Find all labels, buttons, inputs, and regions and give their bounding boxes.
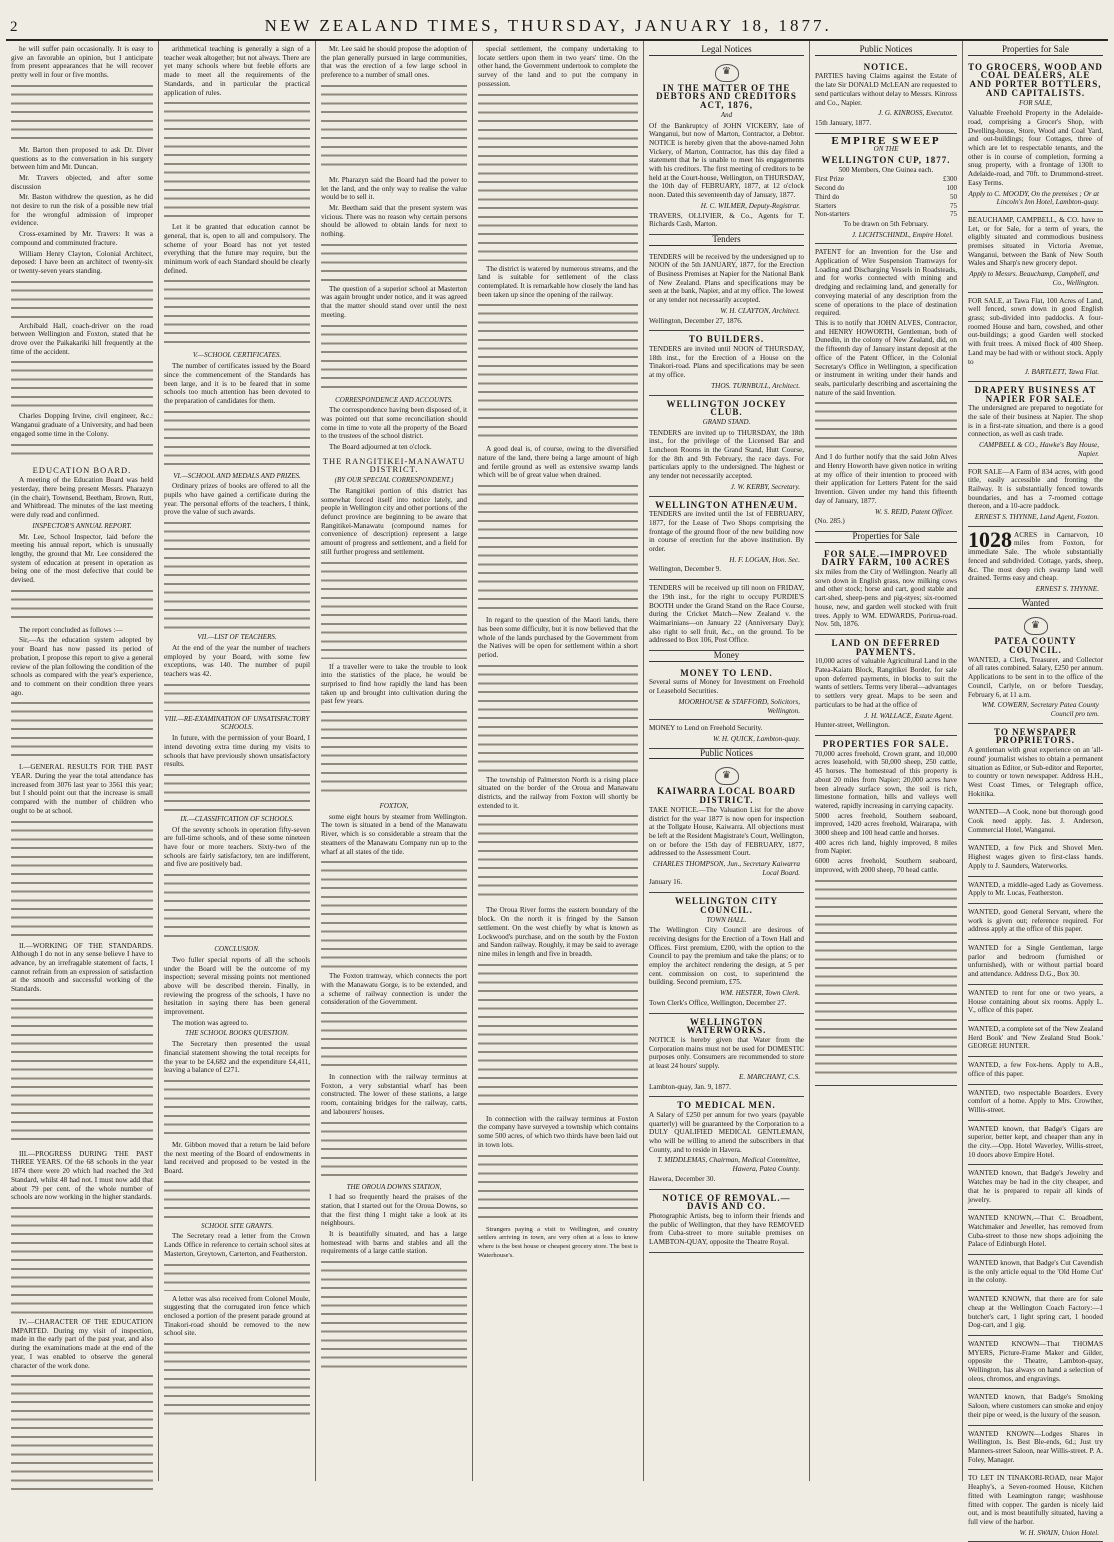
wanted-ad [968, 1389, 1103, 1425]
notice-body: TENDERS are invited until the 1st of FEBRUARY, 1877, for the Lease of Two Shops comprising the frontage of the ground floor of the new building now in course of erection for the above institution. By order. [649, 510, 804, 554]
wanted-ad [968, 1210, 1103, 1255]
paragraph: I.—GENERAL RESULTS FOR THE PAST YEAR. During the year the total attendance has increased from 3076 last year to 3561 this year; but I should point out that the increase is small compared with the number of children who ought to be at school. [11, 763, 153, 815]
ad-body: WANTED, two respectable Boarders. Every comfort of a home. Apply to Mrs. Crowther, Willis-street. [968, 1088, 1103, 1114]
paragraph: The Secretary read a letter from the Crown Lands Office in reference to certain school sites at Masterton, Greytown, Carterton, and Featherston. [164, 1232, 310, 1258]
paragraph: In connection with the railway terminus at Foxton, a very substantial wharf has been constructed. The lower of these stations, a large room, containing bridges for the railway, carts, and labourers' houses. [321, 1073, 467, 1116]
text-block [164, 871, 310, 941]
notice-signature: T. MIDDLEMAS, Chairman, Medical Committee, Hawera, Patea County. [657, 1156, 800, 1174]
public-notice [815, 59, 957, 134]
ad-signature: J. BARTLETT, Tawa Flat. [1024, 368, 1099, 377]
wanted-ad [968, 612, 1103, 723]
paragraph: special settlement, the company undertaking to locate settlers upon them in two years' time. On the other hand, the Government undertook to complete the survey of the land and to put the company in possession. [478, 45, 638, 88]
column-5 [644, 41, 810, 1481]
subheading: CONCLUSION. [214, 945, 260, 954]
text-block [478, 662, 638, 772]
section-title-wanted: Wanted [968, 599, 1103, 610]
notice-date: Hawera, December 30. [649, 1174, 716, 1183]
text-block [164, 277, 310, 347]
notice-heading: WELLINGTON CITY COUNCIL. [674, 896, 779, 915]
ad-body: WANTED known, that Badge's Jewelry and Watches may be had in the city cheaper, and that he is prepared to repair all kinds of jewelry. [968, 1169, 1103, 1204]
ad-body: TO LET IN TINAKORI-ROAD, near Major Heaphy's, a Seven-roomed House, Kitchen fitted with Leamington range; washhouse fitted with copper. The garden is nicely laid out, and is most beautifully situated, having a full view of the harbor. [968, 1474, 1103, 1526]
ad-body: 5000 acres freehold, Southern seaboard, improved, 1420 acres freehold, Wairarapa, with 3000 sheep and 100 head cattle and horses. [815, 811, 957, 838]
sweep-notice [815, 134, 957, 245]
paragraph: If a traveller were to take the trouble to look into the statistics of the place, he would be surprised to find how rapidly the land has been taken up and brought into cultivation during the past few years. [321, 662, 467, 706]
subheading: THE SCHOOL BOOKS QUESTION. [185, 1029, 289, 1038]
notice-body: To be drawn on 5th February. [843, 219, 929, 228]
paragraph: Charles Dopping Irvine, civil engineer, &c.: Wanganui graduate of a University, and had been engaged some time in the Colony. [11, 412, 153, 438]
ad-body: The undersigned are prepared to negotiate for the sale of their business at Napier. The shop is in a first-rate situation, and there is a good connection, as well as cash trade. [968, 404, 1103, 439]
paragraph: William Henry Clayton, Colonial Architect, deposed: I have been an architect of twenty-six or twenty-seven years standing. [11, 249, 153, 275]
ad-signature: W. H. SWAIN, Union Hotel. [1019, 1528, 1099, 1537]
section-title-tenders: Tenders [649, 235, 804, 246]
paragraph: Archibald Hall, coach-driver on the road between Wellington and Foxton, stated that he drove over the Paikakariki hill frequently at the time of the accident. [11, 321, 153, 356]
subheading: VI.—SCHOOL AND MEDALS AND PRIZES. [173, 471, 301, 480]
ad-heading: DRAPERY BUSINESS AT NAPIER FOR SALE. [974, 384, 1097, 404]
paragraph: arithmetical teaching is generally a sign of a teacher weak altogether; but not always. There are yet many schools where but feeble efforts are made to meet all the requirements of the Standards, and in particular the practical application of rules. [164, 45, 310, 97]
wanted-ad [968, 1291, 1103, 1336]
notice-date: Lambton-quay, Jan. 9, 1877. [649, 1082, 731, 1091]
paragraph: In future, with the permission of your Board, I intend devoting extra time during my visits to schools that have previously shown unsatisfactory results. [164, 734, 310, 769]
notice-agent: TRAVERS, OLLIVIER, & Co., Agents for T. Richards Cash, Marton. [649, 211, 804, 229]
property-ad [968, 527, 1103, 599]
property-ad [968, 293, 1103, 382]
notice-signature: W. S. REID, Patent Officer. [875, 507, 953, 516]
paragraph: The correspondence having been disposed of, it was pointed out that some reconciliation should come in time to vote all the property of the Board to the trustees of the school district. [321, 406, 467, 441]
ad-body: 70,000 acres freehold, Crown grant, and 10,000 acres leasehold, with 50,000 sheep, 250 cattle, 45 horses. The homestead of this property is about 20 miles from Napier; 20,000 acres have been already surface sown, the soil is rich, limestone formation, hills and valleys well watered, rapidly increasing in carrying capacity. [815, 749, 957, 810]
text-block [478, 91, 638, 261]
notice-heading: WELLINGTON ATHENÆUM. [655, 499, 798, 510]
property-ad [968, 212, 1103, 293]
ad-signature: ERNEST S. THYNNE. [1035, 584, 1099, 593]
subheading: FOXTON, [379, 802, 409, 811]
notice-body: PARTIES having Claims against the Estate of the late Sir DONALD McLEAN are requested to send particulars without delay to Messrs. Kinross and Co., Napier. [815, 72, 957, 107]
ad-heading: LAND ON DEFERRED PAYMENTS. [831, 637, 941, 657]
ad-body: WANTED known, that Badge's Cut Cavendish is the only article equal to the 'Old Home Cut' in the colony. [968, 1259, 1103, 1285]
text-block [164, 99, 310, 219]
notice-date: January 16. [649, 878, 683, 887]
paragraph: Mr. Travers objected, and after some discussion [11, 173, 153, 191]
notice-heading: IN THE MATTER OF THE DEBTORS AND CREDITORS ACT, 1876, [656, 82, 797, 111]
text-block [11, 1204, 153, 1314]
ad-body: FOR SALE, at Tawa Flat, 100 Acres of Land, well fenced, sown down in good English grass; sub-divided into paddocks. A four-roomed House and barn, cowshed, and other out-buildings; a good Garden well stocked with fruit trees. A mixed flock of 400 Sheep. Land may be had with or without stock. Apply to [968, 296, 1103, 366]
wanted-ad [968, 1021, 1103, 1057]
ad-body: WANTED, a few Fox-hens. Apply to A.B., office of this paper. [968, 1061, 1103, 1078]
text-block [321, 858, 467, 968]
subheading: V.—SCHOOL CERTIFICATES. [192, 351, 282, 360]
notice-ref: (No. 285.) [815, 517, 845, 526]
column-3 [316, 41, 473, 1481]
text-block [164, 519, 310, 629]
notice-body: Several sums of Money for Investment on Freehold or Leasehold Securities. [649, 678, 804, 696]
text-block [164, 1261, 310, 1291]
subheading: VII.—LIST OF TEACHERS. [197, 633, 277, 642]
text-block [164, 1178, 310, 1218]
tender-notice [649, 580, 804, 651]
wanted-ad [968, 1121, 1103, 1166]
ad-heading: TO GROCERS, WOOD AND COAL DEALERS, ALE AND PORTER BOTTLERS, AND CAPITALISTS. [968, 61, 1103, 98]
notice-body: And I do further notify that the said John Alves and Henry Howorth have given notice in writing at my office of their intention to proceed with their application for Letters Patent for the said Invention. Given under my hand this fifteenth day of January, 1877. [815, 453, 957, 505]
ad-signature: Apply to C. MOODY, On the premises ; Or at Lincoln's Inn Hotel, Lambton-quay. [968, 189, 1099, 207]
prize-amount: 50 [950, 192, 957, 201]
prize-amount: 75 [950, 201, 957, 210]
page-number: 2 [10, 19, 19, 35]
wanted-ad [968, 904, 1103, 940]
ad-body: WANTED KNOWN, that there are for sale cheap at the Wellington Coach Factory:—1 butcher's cart, 1 light spring cart, 1 hooded Dog-cart, and 1 gig. [968, 1295, 1103, 1330]
prize-label: Third do [815, 192, 840, 201]
ad-heading: FOR SALE.—IMPROVED DAIRY FARM, 100 ACRES [821, 548, 951, 568]
notice-signature: MOORHOUSE & STAFFORD, Solicitors, Wellington. [678, 697, 800, 715]
notice-signature: W. H. CLAYTON, Architect. [720, 306, 800, 315]
ad-body: 6000 acres freehold, Southern seaboard, improved, with 2000 sheep, 70 head cattle. [815, 857, 957, 874]
tender-notice [649, 396, 804, 497]
paragraph: At the end of the year the number of teachers employed by your Board, with some few exceptions, was 140. The number of pupil teachers was 42. [164, 643, 310, 678]
notice-signature: CHARLES THOMPSON, Jun., Secretary Kaiwarra Local Board. [652, 860, 800, 877]
table-row [815, 175, 957, 184]
column-4 [473, 41, 644, 1481]
text-block [321, 322, 467, 392]
notice-body: TENDERS are invited up to THURSDAY, the 18th inst., for the privilege of the Licensed Bar and Luncheon Rooms in the Grand Stand, Hutt Course, for the 8th and 9th February, the race days. For particulars apply to the undersigned. The highest or any tender not necessarily accepted. [649, 428, 804, 481]
ad-body: A gentleman with great experience on an 'all-round' journalist wishes to obtain a permanent situation as Editor, or Sub-editor and Reporter, to country or town newspaper. Address H.H., West Coast Times, or Telegraph office, Hokitika. [968, 746, 1103, 798]
notice-body: This is to notify that JOHN ALVES, Contractor, and HENRY HOWORTH, Gentleman, both of Dunedin, in the colony of New Zealand, did, on the fifteenth day of January instant deposit at the office of the Patent Officer, in the Colonial Secretary's Office in Wellington, a specification or instrument in writing under their hands and seals, particularly describing and ascertaining the nature of the said Invention. [815, 318, 957, 397]
ad-body: WANTED for a Single Gentleman, large parlor and bedroom (furnished or unfurnished), with or without partial board and attendance. Address D.G., Box 30. [968, 944, 1103, 979]
column-2 [159, 41, 316, 1481]
notice-heading: WELLINGTON WATERWORKS. [686, 1016, 767, 1036]
tender-notice [649, 249, 804, 332]
text-block [11, 699, 153, 759]
paragraph: The report concluded as follows :— [19, 625, 123, 634]
text-block [815, 877, 957, 1077]
ad-body: WANTED KNOWN—That THOMAS MYERS, Picture-Frame Maker and Gilder, opposite the Theatre, Lambton-quay, Wellington, has always on hand a selection of oleos, chromos, and engravings. [968, 1339, 1103, 1383]
prize-amount: £300 [943, 175, 957, 184]
wanted-ad [968, 1165, 1103, 1210]
notice-body: A Salary of £250 per annum for two years (payable quarterly) will be guaranteed by the Corporation to a DULY QUALIFIED MEDICAL GENTLEMAN, who will be willing to attend the subscribers in that County, and to reside in Havera. [649, 1110, 804, 1154]
notice-date: Wellington, December 9. [649, 565, 722, 574]
legal-notice [649, 59, 804, 235]
subheading: SCHOOL SITE GRANTS. [200, 1221, 274, 1230]
notice-body: MONEY to Lend on Freehold Security. [649, 724, 763, 733]
text-block [164, 1077, 310, 1137]
ad-body: WANTED, a Clerk, Treasurer, and Collector of all rates combined. Salary, £250 per annum. Applications to be sent in to the office of the Council, Carlyle, on or before Tuesday, February 6, at 11 a.m. [968, 655, 1103, 699]
section-title-money: Money [649, 651, 804, 662]
paragraph: Ordinary prizes of books are offered to all the pupils who have gained a certificate during the year. The personal efforts of the teachers, I think, prove the value of such awards. [164, 482, 310, 517]
paragraph: The district is watered by numerous streams, and the land is suitable for settlement of the class contemplated. It is remarkable how closely the land has been taken up since the opening of the railway. [478, 264, 638, 299]
column-6 [810, 41, 963, 1481]
property-ad [815, 736, 957, 1086]
ad-body: ACRES in Carnarvon, 10 miles from Foxton, for immediate Sale. The whole substantially fenced and subdivided. Cottage, yards, sheep, &c. The most deep rich swamp land well drained. Terms easy and cheap. [968, 530, 1103, 583]
text-block [478, 961, 638, 1111]
property-ad [968, 382, 1103, 464]
paragraph: The Board adjourned at ten o'clock. [329, 443, 432, 452]
subheading: IX.—CLASSIFICATION OF SCHOOLS. [180, 814, 294, 823]
notice-signature: H. F. LOGAN, Hon. Sec. [729, 555, 800, 564]
text-block [11, 278, 153, 318]
paragraph: Mr. Lee, School Inspector, laid before the meeting his annual report, which is unusually lengthy, the ground that Mr. Lee considered the system of education at present in operation as being one of the most defective that could be devised. [11, 532, 153, 585]
ad-signature: CAMPBELL & CO., Hawke's Bay House, Napier. [979, 441, 1099, 458]
prize-label: Second do [815, 184, 845, 193]
paragraph: In connection with the railway terminus at Foxton the company have surveyed a township which contains some 500 acres, of which two thirds have been laid out in town lots. [478, 1114, 638, 1149]
notice-signature: J. LICHTSCHINDL, Empire Hotel. [851, 230, 953, 239]
notice-sub: And [720, 110, 733, 119]
text-block [321, 1009, 467, 1069]
paragraph: Of the seventy schools in operation fifty-seven are full-time schools, and of these some nineteen have four or more teachers. Sixty-two of the schools are fairly satisfactory, ten are indifferent, and five are positively bad. [164, 825, 310, 869]
text-block [321, 559, 467, 659]
paragraph: Mr. Baston withdrew the question, as he did not desire to run the risk of a possible new trial for the wrongful admission of improper evidence. [11, 193, 153, 228]
ad-body: WANTED to rent for one or two years, a House containing about six rooms. Apply L. V., office of this paper. [968, 988, 1103, 1015]
paragraph: A letter was also received from Colonel Moule, suggesting that the corrugated iron fence which enclosed a portion of the present parade ground at Tinakori-road should be removed to the new school site. [164, 1294, 310, 1338]
paragraph: Two fuller special reports of all the schools under the Board will be the outcome of my inspection; several missing points not mentioned above will be described therein. Finally, in reviewing the progress of the schools, I have no hesitation in saying there has been general improvement. [164, 955, 310, 1017]
ad-signature: Apply to Messrs. Beauchamp, Campbell, and Co., Wellington. [969, 270, 1099, 287]
paragraph: The Rangitikei portion of this district has somewhat forced itself into notice lately, and people in Wellington city and other portions of the defunct province are beginning to be aware that Rangitikei-Manawatu (compound names for convenience of description) represent a large amount of progress and settlement, and a field for still further progress and settlement. [321, 486, 467, 556]
notice-body: TENDERS will be received by the undersigned up to NOON of the 5th JANUARY, 1877, for the Erection of Business Premises at Napier for the National Bank of New Zealand. Plans and specifications may be seen at the bank, Napier, and at my office. The lowest or any tender not necessarily accepted. [649, 252, 804, 305]
prize-amount: 100 [946, 184, 957, 193]
paragraph: The motion was agreed to. [172, 1018, 249, 1027]
table-row [815, 184, 957, 193]
paragraph: The Oroua River forms the eastern boundary of the block. On the north it is fringed by the Sanson settlement. On the west chiefly by what is known as Lockwood's purchase, and on the south by the Foxton and Sandon railway. Roughly, it may be said to average nine miles in length and five in breadth. [478, 906, 638, 958]
columns [6, 41, 1108, 1537]
notice-heading: TO MEDICAL MEN. [677, 1100, 776, 1111]
ad-body: WANTED known, that Badge's Cigars are superior, better kept, and cheaper than any in the city.—Opp. Hotel Waverley, Willis-street, 10 doors above Empire Hotel. [968, 1124, 1103, 1159]
prize-amount: 75 [950, 210, 957, 219]
notice-body: TAKE NOTICE.—The Valuation List for the above district for the year 1877 is now open for inspection at the Tollgate House, Kaiwarra. All objections must be left at the Resident Magistrate's Court, Wellington, on or before the 15th day of FEBRUARY, 1877, addressed to the Assessment Court. [649, 805, 804, 858]
paragraph: The question of a superior school at Masterton was again brought under notice, and it was agreed that the matter should stand over until the next meeting. [321, 284, 467, 319]
subheading: THE OROUA DOWNS STATION, [346, 1182, 442, 1191]
notice-body: PATENT for an Invention for the Use and Application of Wire Suspension Tramways for Loading and Discharging Vessels in Roadsteads, and for works connected with mining and dredging and reclaiming land, and generally for conveying material of any description from the scene of operations to the place of destination required. [815, 248, 957, 318]
notice-sub: TOWN HALL. [706, 915, 747, 924]
public-notice [649, 762, 804, 893]
text-block [164, 681, 310, 711]
ad-date: Hunter-street, Wellington. [815, 721, 890, 730]
ad-body: WANTED—A Cook, none but thorough good Cook need apply. Jas. J. Anderson, Commercial Hotel, Wanganui. [968, 808, 1103, 834]
paragraph: Mr. Beetham said that the present system was vicious. There was no reason why certain persons should be allowed to obtain lands for next to nothing. [321, 203, 467, 239]
masthead [6, 8, 1108, 41]
wanted-ad [968, 985, 1103, 1021]
public-notice [649, 1190, 804, 1253]
ad-body: WANTED, a few Pick and Shovel Men. Highest wages given to first-class hands. Apply to J. Saunders, Waterworks. [968, 844, 1103, 870]
wanted-ad [968, 1255, 1103, 1291]
text-block [164, 1340, 310, 1420]
text-block [11, 358, 153, 408]
royal-arms-icon: ♛ [1024, 617, 1048, 635]
notice-heading: KAIWARRA LOCAL BOARD DISTRICT. [656, 786, 797, 806]
prize-label: Starters [815, 201, 837, 210]
ad-heading: PROPERTIES FOR SALE. [822, 739, 950, 749]
ad-heading: PATEA COUNTY COUNCIL. [994, 636, 1077, 656]
money-notice [649, 720, 804, 748]
patent-notice [815, 244, 957, 532]
ad-heading: TO NEWSPAPER PROPRIETORS. [994, 726, 1077, 746]
table-row [815, 210, 957, 219]
ad-body: Valuable Freehold Property in the Adelaide-road, comprising a Grocer's Shop, with Dwelling-house, Store, Wood and Coal Yard, and out-buildings; four Cottages, three of which are let to respectable tenants, and the other is in course of completion, forming a snug property, with a frontage of 130ft to Adelaide-road, and 70ft. to Drummond-street. Easy Terms. [968, 109, 1103, 187]
paragraph: he will suffer pain occasionally. It is easy to give an favorable an opinion, but I anticipate from present appearances that he will recover pretty well in four or five months. [11, 45, 153, 80]
property-ad [815, 635, 957, 736]
ad-body: WANTED KNOWN—Lodges Shares in Wellington, 1s. Best Ble-ends, 6d.; Just try Manners-street Saloon, near Willis-street. P. A. Foley, Manager. [968, 1429, 1103, 1464]
wanted-ad [968, 1426, 1103, 1471]
ad-subheading: FOR SALE, [1018, 98, 1053, 107]
public-notice [649, 1097, 804, 1189]
table-row [815, 202, 957, 211]
property-ad [815, 546, 957, 635]
notice-heading: EMPIRE SWEEP [831, 134, 941, 147]
text-block [11, 1372, 153, 1492]
wanted-ad [968, 840, 1103, 876]
wanted-ad [968, 1336, 1103, 1390]
notice-sub: ON THE [873, 145, 899, 154]
text-block [11, 818, 153, 938]
notice-subheading: WELLINGTON CUP, 1877. [821, 155, 951, 166]
paragraph: Mr. Lee said he should propose the adoption of the plan generally pursued in large communities, that was the erection of a few large school in preference to a number of small ones. [321, 45, 467, 80]
subheading: (BY OUR SPECIAL CORRESPONDENT.) [334, 476, 454, 485]
paragraph: IV.—CHARACTER OF THE EDUCATION IMPARTED. During my visit of inspection, made in the early part of the past year, and also during the examinations made at the end of the year, I was enabled to observe the general character of the work done. [11, 1318, 153, 1370]
royal-arms-icon: ♛ [715, 64, 739, 82]
notice-body: Photographic Artists, beg to inform their friends and the public of Wellington, that they have REMOVED from Cuba-street to more suitable premises on LAMBTON-QUAY, opposite the Theatre Royal. [649, 1211, 804, 1247]
ad-body: WANTED, a complete set of the 'New Zealand Herd Book' and 'New Zealand Stud Book.' GEORGE HUNTER. [968, 1024, 1104, 1051]
ad-signature: ERNEST S. THYNNE, Land Agent, Foxton. [974, 513, 1099, 522]
column-1 [6, 41, 159, 1481]
text-block [321, 82, 467, 172]
paragraph: III.—PROGRESS DURING THE PAST THREE YEARS. Of the 68 schools in the year 1874 there were 20 which had reached the 3rd Standard, whilst 48 had not. I must now add that about 79 per cent. of the whole number of schools are now working in the higher standards. [11, 1149, 153, 1202]
notice-date: Wellington, December 27, 1876. [649, 316, 743, 325]
section-heading: THE RANGITIKEI-MANAWATU DISTRICT. [322, 455, 466, 475]
notice-signature: H. C. WILMER, Deputy-Registrar. [700, 201, 800, 210]
public-notice [649, 893, 804, 1013]
text-block [815, 399, 957, 449]
notice-body: TENDERS will be received up till noon on FRIDAY, the 19th inst., for the right to occupy PURDIE'S BOOTH under the Grand Stand on the Race Course, during the Cricket Match—New Zealand v. the Waimarinians—on January 22 (Anniversary Day); also right to sell fruit, &c., on the ground. To be addressed to Box 106, Post Office. [649, 584, 804, 645]
ad-body: FOR SALE—A Farm of 834 acres, with good title, easily accessible and fronting the Railway. It is substantially fenced towards boundaries, and has a 7-roomed cottage thereon, and a 10-acre paddock. [968, 467, 1103, 511]
text-block [11, 587, 153, 622]
tender-notice [649, 497, 804, 581]
notice-signature: E. MARCHANT, C.S. [739, 1072, 800, 1081]
wanted-ad [968, 877, 1103, 904]
text-block [321, 241, 467, 281]
paragraph: I had so frequently heard the praises of the station, that I started out for the Oroua Downs, so that the first thing I might take a look at its neighbours. [321, 1193, 467, 1228]
wanted-ad [968, 724, 1103, 805]
notice-signature: J. W. KERBY, Secretary. [730, 482, 800, 491]
notice-heading: TO BUILDERS. [688, 334, 765, 345]
section-title-properties: Properties for Sale [815, 532, 957, 543]
text-block [478, 1152, 638, 1222]
paragraph: Sir,—As the education system adopted by your Board has now passed its period of probation, I propose this report to give a general review of the plan following the condition of the schools as compared with the year's experience, and to comment on their condition three years ago. [11, 636, 153, 697]
section-title-public: Public Notices [649, 749, 804, 760]
to-let-ad [968, 1470, 1103, 1542]
ad-body: six miles from the City of Wellington. Nearly all sown down in English grass, now milking cows and other stock; horse and cart, good stable and cart-shed, sheep-pens and pig-styes; six-roomed house, new, and garden well stocked with fruit trees. Apply to WM. EDWARDS, Porirua-road. Nov. 5th, 1876. [815, 568, 957, 629]
notice-heading: NOTICE OF REMOVAL.—DAVIS AND CO. [662, 1192, 791, 1212]
paragraph: Strangers paying a visit to Wellington, and country settlers arriving in town, are very often at a loss to know where is the best house or cheapest grocery store. The best is Waterhouse's. [478, 1225, 638, 1259]
notice-sub: GRAND STAND. [702, 417, 751, 426]
notice-body: TENDERS are invited until NOON of THURSDAY, 18th inst., for the Erection of a House on the Tinakori-road. Plans and specifications may be seen at my office. [649, 344, 804, 380]
ad-big-number: 1028 [968, 526, 1012, 552]
paragraph: Mr. Barton then proposed to ask Dr. Diver questions as to the conversation in his surgery between him and Mr. Duncan. [11, 145, 153, 172]
notice-body: The Wellington City Council are desirous of receiving designs for the Erection of a Town Hall and Offices. First premium, £200, with the option to the Council to pay the premium and take the plans; or to employ the architect rendering the design, at 5 per cent. commission on cost, to superintend the building. Second premium, £75. [649, 926, 804, 987]
notice-signature: WM. HESTER, Town Clerk. [720, 989, 800, 998]
paragraph: II.—WORKING OF THE STANDARDS. Although I do not in any sense believe I have to advance, by an irrefragable statement of facts, I cannot refrain from an expression of satisfaction at the smooth and successful working of the Standards. [11, 941, 153, 994]
notice-body: 500 Members, One Guinea each. [838, 165, 934, 174]
paragraph: The township of Palmerston North is a rising place situated on the border of the Oroua and Manawatu districts, and the railway from Foxton will shortly be extended to it. [478, 775, 638, 810]
subheading: INSPECTOR'S ANNUAL REPORT. [32, 521, 132, 530]
column-7 [963, 41, 1108, 1537]
paragraph: The Foxton tramway, which connects the port with the Manawatu Gorge, is to be extended, and a scheme of railway connection is under the consideration of the Government. [321, 972, 467, 1007]
public-notice [649, 1014, 804, 1098]
money-notice [649, 665, 804, 721]
paragraph: Mr. Gibbon moved that a return be laid before the next meeting of the Board of endowments in land received and proposed to be vested in the Board. [164, 1140, 310, 1176]
text-block [164, 408, 310, 468]
section-title-public: Public Notices [815, 45, 957, 56]
ad-body: WANTED known, that Badge's Smoking Saloon, where customers can smoke and enjoy their pipe or weed, is the luxury of the season. [968, 1393, 1103, 1419]
text-block [478, 812, 638, 902]
paragraph: Mr. Pharazyn said the Board had the power to let the land, and the only way to realise the value would be to sell it. [321, 175, 467, 202]
ad-body: BEAUCHAMP, CAMPBELL, & CO. have to Let, or for Sale, for a term of years, the eligibly situated and commodious business premises situated in Victoria Avenue, Wanganui, between the Bank of New South Wales and Sharp's new grocery depot. [968, 215, 1103, 268]
prize-label: First Prize [815, 175, 844, 184]
paragraph: Let it be granted that education cannot be general, that is, open to all and compulsory. The scheme of your Board has not yet tested everything that the future may require, but the minimum work of each Standard should be clearly defined. [164, 223, 310, 275]
property-ad [968, 59, 1103, 212]
text-block [164, 771, 310, 811]
notice-signature: THOS. TURNBULL, Architect. [711, 381, 800, 390]
paragraph: Cross-examined by Mr. Travers: It was a compound and comminuted fracture. [11, 230, 153, 247]
table-row [815, 193, 957, 202]
wanted-ad [968, 1057, 1103, 1084]
text-block [321, 708, 467, 798]
section-heading: EDUCATION BOARD. [32, 464, 132, 475]
paragraph: In regard to the question of the Maori lands, there has been some difficulty, but it is now believed that the whole of the lands purchased by the Government from the Natives will be open for settlement within a short period. [478, 616, 638, 659]
subheading: VIII.—RE-EXAMINATION OF UNSATISFACTORY SCHOOLS. [164, 714, 310, 732]
wanted-ad [968, 940, 1103, 985]
paragraph: some eight hours by steamer from Wellington. The town is situated in a bend of the Manawatu River, which is so considerable a stream that the steamers of the Manawatu Company run up to the wharf at all states of the tide. [321, 812, 467, 856]
tender-notice [649, 331, 804, 395]
notice-body: Of the Bankruptcy of JOHN VICKERY, late of Wanganui, but now of Marton, Contractor, a Debtor. NOTICE is hereby given that the above-named John Vickery, of Marton, Contractor, has this day filed a statement that he is unable to meet his engagements with his creditors. The first meeting of creditors to be held at the Court-house, Wellington, on THURSDAY, the 10th day of FEBRUARY, 1877, at 12 o'clock noon. Dated this seventeenth day of January, 1877. [649, 121, 804, 200]
ad-body: 10,000 acres of valuable Agricultural Land in the Patea-Kaiatu Block, Rangitikei Border, for sale upon deferred payments, in blocks to suit the wants of settlers. Terms very liberal—advantages to settlers very great. Maps to be seen and particulars to be had at the office of [815, 657, 957, 709]
notice-date: 15th January, 1877. [815, 118, 872, 127]
section-title-properties: Properties for Sale [968, 45, 1103, 56]
paragraph: A good deal is, of course, owing to the diversified nature of the land, there being a large amount of high and fertile ground as well as extensive swamp lands which will be of great value when drained. [478, 445, 638, 480]
ad-body: WANTED, a middle-aged Lady as Governess. Apply to Mr. Lucas, Featherston. [968, 880, 1103, 898]
text-block [11, 82, 153, 142]
ad-body: WANTED KNOWN,—That C. Broadbent, Watchmaker and Jeweller, has removed from Cuba-street to those new shops adjoining the Palace of Edinburgh Hotel. [968, 1214, 1103, 1249]
ad-signature: WM. COWERN, Secretary Patea County Council pro tem. [981, 701, 1099, 718]
royal-arms-icon: ♛ [715, 767, 739, 785]
notice-signature: W. H. QUICK, Lambton-quay. [713, 735, 800, 743]
prize-label: Non-starters [815, 210, 850, 219]
wanted-ad [968, 804, 1103, 840]
masthead-title: NEW ZEALAND TIMES, THURSDAY, JANUARY 18, 1877. [264, 16, 832, 35]
ad-signature: J. H. WALLACE, Estate Agent. [864, 711, 953, 720]
subheading: CORRESPONDENCE AND ACCOUNTS. [335, 395, 453, 404]
text-block [478, 301, 638, 441]
paragraph: A meeting of the Education Board was held yesterday, there being present Messrs. Pharazyn (in the chair), Townsend, Beetham, Brown, Rutt, and Whitbread. The minutes of the last meeting were duly read and confirmed. [11, 476, 153, 520]
paragraph: The Secretary then presented the usual financial statement showing the total receipts for the year to be £4,682 and the expenditure £4,411, leaving a balance of £271. [164, 1040, 310, 1075]
notice-body: NOTICE is hereby given that Water from the Corporation mains must not be used for DOMESTIC purposes only. Consumers are recommended to store at least 24 hours' supply. [649, 1035, 804, 1071]
paragraph: The number of certificates issued by the Board since the commencement of the Standards has been large, and it is to be feared that in some schools too much attention has been devoted to the preparation of candidates for them. [164, 362, 310, 405]
section-title-legal: Legal Notices [649, 45, 804, 56]
property-ad [968, 464, 1103, 527]
notice-heading: NOTICE. [863, 61, 909, 72]
ad-body: WANTED, good General Servant, where the work is given out; reference required. For address apply at the office of this paper. [968, 907, 1103, 934]
text-block [321, 1258, 467, 1368]
text-block [11, 441, 153, 461]
prize-table [815, 175, 957, 219]
notice-heading: MONEY TO LEND. [680, 667, 773, 678]
wanted-ad [968, 1085, 1103, 1121]
text-block [321, 1119, 467, 1179]
ad-body: 400 acres rich land, highly improved, 8 miles from Napier. [815, 838, 957, 856]
text-block [11, 996, 153, 1146]
notice-heading: WELLINGTON JOCKEY CLUB. [666, 398, 787, 418]
paragraph: It is beautifully situated, and has a large homestead with barns and stables and all the requirements of a large cattle station. [321, 1230, 467, 1256]
notice-signature: J. G. KINROSS, Executor. [878, 109, 953, 118]
notice-date: Town Clerk's Office, Wellington, December 27. [649, 998, 787, 1007]
text-block [478, 482, 638, 612]
